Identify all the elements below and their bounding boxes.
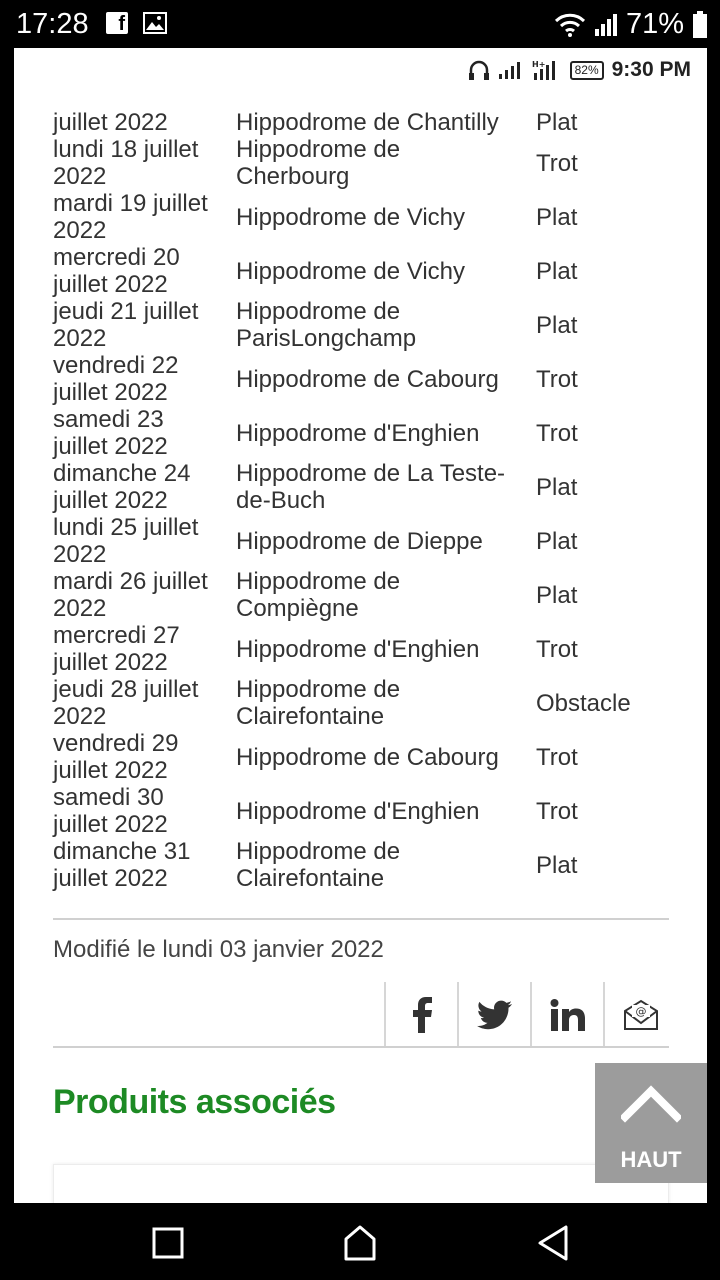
race-type-line: Trot <box>536 149 578 177</box>
race-type <box>536 798 686 825</box>
race-date <box>53 568 236 622</box>
race-type <box>536 744 686 771</box>
back-to-top-button[interactable] <box>595 1063 707 1183</box>
race-venue-line: Hippodrome de <box>236 838 401 865</box>
products-heading: Produits associés <box>53 1083 336 1121</box>
navigation-bar <box>0 1203 720 1280</box>
table-row <box>53 406 693 460</box>
race-venue <box>236 204 536 231</box>
linkedin-icon <box>550 999 586 1031</box>
share-facebook-button[interactable] <box>384 982 457 1048</box>
race-venue-line: Clairefontaine <box>236 865 385 892</box>
race-date-line: juillet 2022 <box>53 271 168 298</box>
race-venue-line: de-Buch <box>236 487 326 514</box>
table-row <box>53 514 693 568</box>
race-date <box>53 460 236 514</box>
race-date-line: juillet 2022 <box>53 487 168 514</box>
race-type-line: Obstacle <box>536 689 631 717</box>
back-button[interactable] <box>534 1223 574 1263</box>
race-date-line: 2022 <box>53 163 107 190</box>
race-date-line: 2022 <box>53 595 107 622</box>
signal-h-icon <box>532 59 562 81</box>
race-date-line: mercredi 20 <box>53 244 180 271</box>
race-venue-line: Hippodrome d'Enghien <box>236 419 480 447</box>
race-date <box>53 730 236 784</box>
race-venue <box>236 460 536 514</box>
wifi-icon <box>554 12 586 38</box>
table-row <box>53 676 693 730</box>
race-venue-line: Hippodrome de <box>236 676 401 703</box>
race-venue <box>236 744 536 771</box>
svg-text:H+: H+ <box>531 60 545 69</box>
race-date <box>53 406 236 460</box>
race-venue <box>236 420 536 447</box>
race-type <box>536 474 686 501</box>
race-date-line: juillet 2022 <box>53 433 168 460</box>
race-date-line: vendredi 29 <box>53 730 179 757</box>
race-venue-line: Hippodrome d'Enghien <box>236 797 480 825</box>
race-type <box>536 528 686 555</box>
race-type-line: Trot <box>536 743 578 771</box>
race-date-line: juillet 2022 <box>53 109 168 136</box>
race-venue-line: ParisLongchamp <box>236 325 417 352</box>
page-content <box>14 48 707 1203</box>
race-venue-line: Hippodrome de Cabourg <box>236 365 499 393</box>
cell-signal-icon <box>594 13 618 37</box>
table-row <box>53 730 693 784</box>
table-row <box>53 244 693 298</box>
share-twitter-button[interactable] <box>457 982 530 1048</box>
race-venue-line: Hippodrome de La Teste- <box>236 460 506 487</box>
race-date <box>53 109 236 136</box>
facebook-icon <box>410 997 434 1033</box>
race-type <box>536 366 686 393</box>
race-venue <box>236 258 536 285</box>
race-type <box>536 258 686 285</box>
race-type-line: Plat <box>536 257 578 285</box>
race-type-line: Plat <box>536 527 578 555</box>
race-venue-line: Hippodrome de Vichy <box>236 257 466 285</box>
race-date <box>53 784 236 838</box>
race-date <box>53 514 236 568</box>
race-date <box>53 298 236 352</box>
race-date <box>53 676 236 730</box>
race-venue <box>236 568 536 622</box>
race-date <box>53 244 236 298</box>
system-battery-percent: 71% <box>625 8 684 40</box>
race-date-line: mardi 26 juillet <box>53 568 208 595</box>
race-venue <box>236 798 536 825</box>
race-type-line: Trot <box>536 419 578 447</box>
race-type <box>536 312 686 339</box>
race-type <box>536 420 686 447</box>
facebook-notification-icon: f <box>106 12 128 34</box>
table-row <box>53 568 693 622</box>
race-type-line: Plat <box>536 473 578 501</box>
race-venue <box>236 109 536 136</box>
table-row <box>53 86 693 136</box>
race-date <box>53 838 236 892</box>
race-date-line: juillet 2022 <box>53 865 168 892</box>
table-row <box>53 136 693 190</box>
race-date-line: lundi 18 juillet <box>53 136 199 163</box>
race-date-line: lundi 25 juillet <box>53 514 199 541</box>
race-date <box>53 352 236 406</box>
svg-text:@: @ <box>635 1005 646 1018</box>
signal-icon <box>498 60 524 80</box>
race-venue <box>236 136 536 190</box>
race-date-line: mercredi 27 <box>53 622 180 649</box>
race-date <box>53 622 236 676</box>
race-date-line: jeudi 28 juillet <box>53 676 199 703</box>
table-row <box>53 460 693 514</box>
race-venue <box>236 528 536 555</box>
race-date-line: juillet 2022 <box>53 811 168 838</box>
race-venue <box>236 676 536 730</box>
race-date-line: dimanche 24 <box>53 460 191 487</box>
race-type <box>536 582 686 609</box>
race-date-line: vendredi 22 <box>53 352 179 379</box>
table-row <box>53 622 693 676</box>
race-type <box>536 636 686 663</box>
race-date-line: jeudi 21 juillet <box>53 298 199 325</box>
race-date-line: samedi 30 <box>53 784 164 811</box>
home-button[interactable] <box>340 1223 380 1263</box>
inner-status-bar <box>14 48 707 92</box>
share-email-button[interactable] <box>603 982 676 1048</box>
race-type-line: Plat <box>536 109 578 136</box>
race-type-line: Trot <box>536 635 578 663</box>
race-venue <box>236 838 536 892</box>
system-status-bar <box>0 0 720 48</box>
race-venue <box>236 636 536 663</box>
race-date-line: juillet 2022 <box>53 757 168 784</box>
race-date-line: 2022 <box>53 325 107 352</box>
headset-icon <box>468 59 490 81</box>
modified-date: Modifié le lundi 03 janvier 2022 <box>53 936 384 963</box>
race-date-line: 2022 <box>53 217 107 244</box>
product-card[interactable] <box>53 1164 669 1203</box>
race-venue-line: Hippodrome de Dieppe <box>236 527 483 555</box>
inner-screenshot <box>14 48 707 1203</box>
race-venue <box>236 366 536 393</box>
battery-icon <box>692 11 708 39</box>
race-venue <box>236 298 536 352</box>
race-type <box>536 204 686 231</box>
race-date-line: juillet 2022 <box>53 379 168 406</box>
race-date-line: 2022 <box>53 541 107 568</box>
race-venue-line: Hippodrome de Vichy <box>236 203 466 231</box>
race-type <box>536 109 686 136</box>
race-type <box>536 690 686 717</box>
race-venue-line: Clairefontaine <box>236 703 385 730</box>
race-venue-line: Hippodrome de <box>236 136 401 163</box>
race-schedule-table <box>53 86 693 892</box>
race-type-line: Trot <box>536 365 578 393</box>
race-venue-line: Hippodrome de Cabourg <box>236 743 499 771</box>
divider <box>53 918 669 920</box>
recent-apps-button[interactable] <box>148 1223 188 1263</box>
race-venue-line: Hippodrome de <box>236 568 401 595</box>
race-venue-line: Cherbourg <box>236 163 350 190</box>
race-type-line: Plat <box>536 311 578 339</box>
race-venue-line: Hippodrome d'Enghien <box>236 635 480 663</box>
race-type-line: Trot <box>536 797 578 825</box>
table-row <box>53 838 693 892</box>
race-type-line: Plat <box>536 203 578 231</box>
table-row <box>53 298 693 352</box>
race-venue-line: Hippodrome de Chantilly <box>236 109 499 136</box>
twitter-icon <box>477 1000 513 1030</box>
email-icon <box>623 999 659 1031</box>
race-type-line: Plat <box>536 851 578 879</box>
race-date-line: 2022 <box>53 703 107 730</box>
table-row <box>53 190 693 244</box>
race-venue-line: Compiègne <box>236 595 359 622</box>
inner-battery-indicator: 82% <box>570 61 604 80</box>
share-bar <box>384 982 676 1048</box>
race-date <box>53 136 236 190</box>
share-linkedin-button[interactable] <box>530 982 603 1048</box>
race-venue-line: Hippodrome de <box>236 298 401 325</box>
table-row <box>53 784 693 838</box>
system-clock: 17:28 <box>16 8 89 40</box>
race-date-line: samedi 23 <box>53 406 164 433</box>
table-row <box>53 352 693 406</box>
chevron-up-icon <box>621 1083 681 1123</box>
race-date-line: mardi 19 juillet <box>53 190 208 217</box>
race-type-line: Plat <box>536 581 578 609</box>
race-type <box>536 852 686 879</box>
race-date-line: juillet 2022 <box>53 649 168 676</box>
image-notification-icon <box>143 12 167 34</box>
race-date <box>53 190 236 244</box>
back-to-top-label: HAUT <box>620 1147 682 1172</box>
race-type <box>536 150 686 177</box>
divider <box>53 1046 669 1048</box>
inner-clock: 9:30 PM <box>611 58 691 81</box>
race-date-line: dimanche 31 <box>53 838 191 865</box>
